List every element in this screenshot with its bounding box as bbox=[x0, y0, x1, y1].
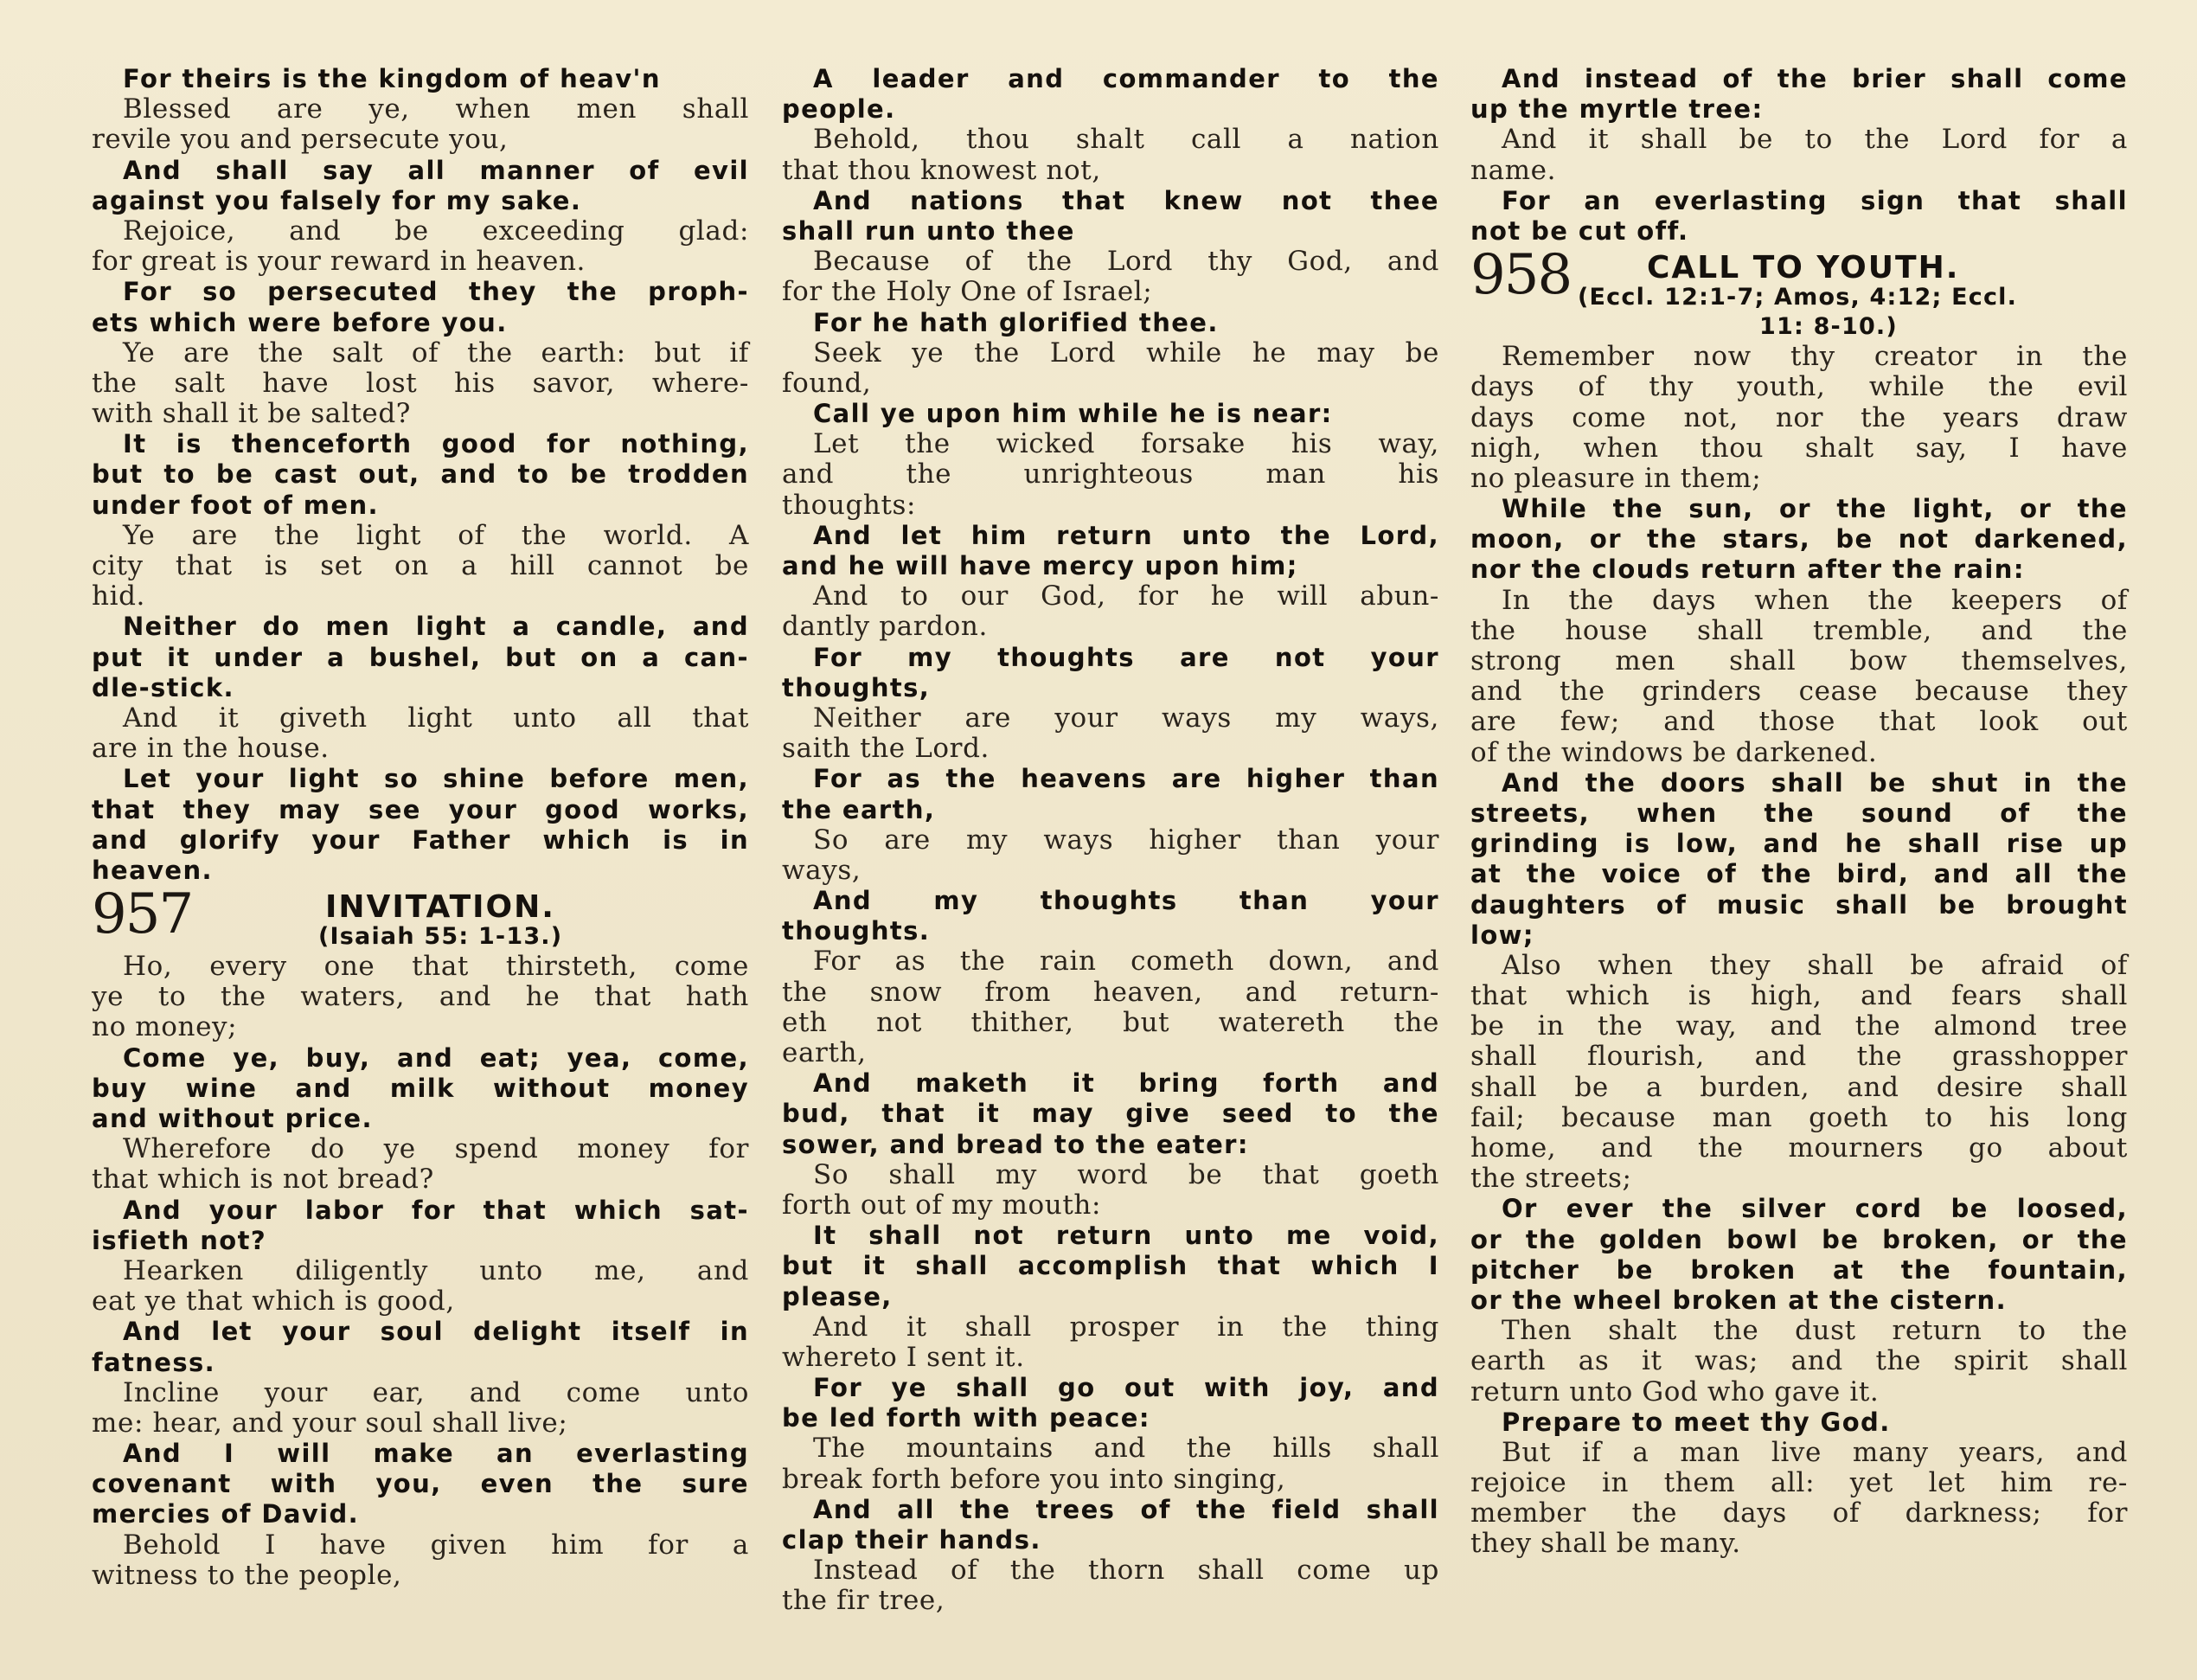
reading-line: the house shall tremble, and the bbox=[1470, 614, 2128, 646]
reading-line: eat ye that which is good, bbox=[92, 1286, 455, 1318]
reading-line: So are my ways higher than your bbox=[813, 824, 1439, 856]
reading-line: Then shalt the dust return to the bbox=[1502, 1315, 2128, 1347]
reading-line: Hearken diligently unto me, and bbox=[123, 1254, 749, 1286]
reading-line: ways, bbox=[782, 854, 862, 886]
reading-line: But if a man live many years, and bbox=[1502, 1436, 2128, 1468]
response-line: For as the heavens are higher than bbox=[813, 764, 1439, 794]
response-line: daughters of music shall be brought bbox=[1470, 889, 2128, 920]
reading-line: name. bbox=[1470, 154, 1557, 186]
reading-line: Instead of the thorn shall come up bbox=[813, 1555, 1439, 1587]
response-line: For my thoughts are not your bbox=[813, 642, 1439, 672]
reading-line: ye to the waters, and he that hath bbox=[92, 981, 749, 1013]
response-line: And all the trees of the field shall bbox=[813, 1494, 1439, 1524]
response-line: A leader and commander to the bbox=[813, 64, 1439, 93]
reading-line: with shall it be salted? bbox=[92, 398, 412, 430]
hymn-heading bbox=[92, 882, 749, 951]
reading-line: Wherefore do ye spend money for bbox=[123, 1133, 749, 1165]
response-line: And shall say all manner of evil bbox=[123, 155, 749, 185]
response-line: And instead of the brier shall come bbox=[1502, 64, 2128, 93]
reading-line: And it shall prosper in the thing bbox=[813, 1311, 1439, 1343]
response-line: It is thenceforth good for nothing, bbox=[123, 429, 749, 459]
response-line: And my thoughts than your bbox=[813, 886, 1439, 916]
reading-line: city that is set on a hill cannot be bbox=[92, 550, 749, 581]
reading-line: Remember now thy creator in the bbox=[1502, 341, 2128, 373]
hymn-reference: (Eccl. 12:1-7; Amos, 4:12; Eccl. bbox=[1578, 284, 2018, 311]
response-line: buy wine and milk without money bbox=[92, 1073, 749, 1103]
response-line: streets, when the sound of the bbox=[1470, 798, 2128, 828]
response-line: mercies of David. bbox=[92, 1499, 360, 1529]
reading-line: In the days when the keepers of bbox=[1502, 584, 2128, 616]
hymn-number: 957 bbox=[92, 882, 193, 947]
response-line: And I will make an everlasting bbox=[123, 1439, 749, 1469]
hymn-reference-continued: 11: 8-10.) bbox=[1759, 313, 1898, 341]
response-line: bud, that it may give seed to the bbox=[782, 1099, 1439, 1129]
reading-line: that which is high, and fears shall bbox=[1470, 980, 2128, 1012]
reading-line: For as the rain cometh down, and bbox=[813, 946, 1439, 978]
response-line: low; bbox=[1470, 920, 1534, 950]
response-line: covenant with you, even the sure bbox=[92, 1469, 749, 1499]
response-line: that they may see your good works, bbox=[92, 794, 749, 824]
reading-line: the streets; bbox=[1470, 1163, 1632, 1195]
reading-line: Behold I have given him for a bbox=[123, 1529, 749, 1561]
reading-line: no pleasure in them; bbox=[1470, 462, 1762, 494]
reading-line: Ho, every one that thirsteth, come bbox=[123, 951, 749, 983]
reading-line: and the unrighteous man his bbox=[782, 458, 1439, 491]
reading-line: eth not thither, but watereth the bbox=[782, 1006, 1439, 1038]
hymn-reference: (Isaiah 55: 1-13.) bbox=[318, 923, 563, 951]
reading-line: earth as it was; and the spirit shall bbox=[1470, 1345, 2128, 1377]
reading-line: Ye are the light of the world. A bbox=[123, 519, 749, 551]
response-line: against you falsely for my sake. bbox=[92, 185, 582, 215]
response-line: and glorify your Father which is in bbox=[92, 824, 749, 855]
response-line: It shall not return unto me void, bbox=[813, 1221, 1439, 1251]
reading-line: the snow from heaven, and return- bbox=[782, 976, 1439, 1008]
response-line: For theirs is the kingdom of heav'n bbox=[123, 64, 661, 93]
reading-line: dantly pardon. bbox=[782, 611, 988, 643]
response-line: and he will have mercy upon him; bbox=[782, 551, 1298, 580]
response-line: And let your soul delight itself in bbox=[123, 1317, 749, 1347]
response-line: For an everlasting sign that shall bbox=[1502, 185, 2128, 215]
response-line: but to be cast out, and to be trodden bbox=[92, 459, 749, 490]
reading-line: break forth before you into singing, bbox=[782, 1463, 1286, 1495]
reading-line: days come not, nor the years draw bbox=[1470, 401, 2128, 433]
reading-line: thoughts: bbox=[782, 489, 917, 521]
response-line: but it shall accomplish that which I bbox=[782, 1251, 1439, 1281]
reading-line: return unto God who gave it. bbox=[1470, 1375, 1880, 1407]
reading-line: forth out of my mouth: bbox=[782, 1189, 1102, 1221]
reading-line: days of thy youth, while the evil bbox=[1470, 371, 2128, 403]
reading-line: member the days of darkness; for bbox=[1470, 1497, 2128, 1529]
response-line: While the sun, or the light, or the bbox=[1502, 494, 2128, 524]
reading-line: Rejoice, and be exceeding glad: bbox=[123, 215, 749, 247]
response-line: Call ye upon him while he is near: bbox=[813, 399, 1333, 429]
reading-line: The mountains and the hills shall bbox=[813, 1433, 1439, 1465]
response-line: the earth, bbox=[782, 794, 936, 824]
response-line: For he hath glorified thee. bbox=[813, 307, 1219, 337]
response-line: isfieth not? bbox=[92, 1225, 267, 1255]
reading-line: Neither are your ways my ways, bbox=[813, 702, 1439, 734]
reading-line: they shall be many. bbox=[1470, 1528, 1741, 1560]
reading-line: that thou knowest not, bbox=[782, 154, 1101, 186]
response-line: sower, and bread to the eater: bbox=[782, 1129, 1249, 1159]
reading-line: Incline your ear, and come unto bbox=[123, 1376, 749, 1408]
response-line: shall run unto thee bbox=[782, 215, 1075, 246]
response-line: For ye shall go out with joy, and bbox=[813, 1373, 1439, 1403]
response-line: Neither do men light a candle, and bbox=[123, 612, 749, 642]
hymn-title: CALL TO YOUTH. bbox=[1647, 250, 1960, 286]
response-line: And your labor for that which sat- bbox=[123, 1195, 749, 1225]
text-column-1 bbox=[92, 64, 749, 1591]
reading-line: strong men shall bow themselves, bbox=[1470, 645, 2128, 676]
reading-line: shall be a burden, and desire shall bbox=[1470, 1071, 2128, 1103]
response-line: And nations that knew not thee bbox=[813, 185, 1439, 215]
reading-line: And to our God, for he will abun- bbox=[813, 580, 1439, 612]
response-line: people. bbox=[782, 94, 896, 125]
reading-line: the salt have lost his savor, where- bbox=[92, 367, 749, 399]
reading-line: nigh, when thou shalt say, I have bbox=[1470, 432, 2128, 464]
response-line: at the voice of the bird, and all the bbox=[1470, 859, 2128, 889]
response-line: or the golden bowl be broken, or the bbox=[1470, 1224, 2128, 1254]
reading-line: are few; and those that look out bbox=[1470, 706, 2128, 738]
reading-line: no money; bbox=[92, 1011, 238, 1043]
reading-line: witness to the people, bbox=[92, 1559, 402, 1591]
response-line: Come ye, buy, and eat; yea, come, bbox=[123, 1042, 749, 1073]
reading-line: And it shall be to the Lord for a bbox=[1502, 124, 2128, 156]
text-column-3 bbox=[1470, 64, 2128, 1560]
text-column-2 bbox=[782, 64, 1439, 1617]
response-line: ets which were before you. bbox=[92, 307, 508, 337]
reading-line: hid. bbox=[92, 580, 145, 612]
response-line: and without price. bbox=[92, 1104, 373, 1133]
response-line: For so persecuted they the proph- bbox=[123, 277, 749, 307]
response-line: please, bbox=[782, 1281, 893, 1311]
reading-line: Ye are the salt of the earth: but if bbox=[123, 337, 749, 369]
reading-line: for great is your reward in heaven. bbox=[92, 246, 586, 278]
response-line: moon, or the stars, be not darkened, bbox=[1470, 524, 2128, 555]
reading-line: the fir tree, bbox=[782, 1585, 945, 1617]
reading-line: Blessed are ye, when men shall bbox=[123, 93, 749, 125]
reading-line: are in the house. bbox=[92, 733, 330, 765]
response-line: or the wheel broken at the cistern. bbox=[1470, 1285, 2007, 1315]
response-line: nor the clouds return after the rain: bbox=[1470, 555, 2025, 585]
reading-line: for the Holy One of Israel; bbox=[782, 276, 1153, 308]
response-line: grinding is low, and he shall rise up bbox=[1470, 829, 2128, 859]
response-line: put it under a bushel, but on a can- bbox=[92, 642, 749, 672]
hymn-number: 958 bbox=[1470, 243, 1572, 308]
response-line: thoughts, bbox=[782, 672, 931, 702]
reading-line: and the grinders cease because they bbox=[1470, 676, 2128, 708]
reading-line: shall flourish, and the grasshopper bbox=[1470, 1041, 2128, 1073]
response-line: dle-stick. bbox=[92, 672, 234, 702]
reading-line: Let the wicked forsake his way, bbox=[813, 428, 1439, 460]
response-line: And let him return unto the Lord, bbox=[813, 520, 1439, 550]
response-line: Or ever the silver cord be loosed, bbox=[1502, 1194, 2128, 1224]
reading-line: fail; because man goeth to his long bbox=[1470, 1101, 2128, 1133]
response-line: clap their hands. bbox=[782, 1525, 1041, 1555]
reading-line: Seek ye the Lord while he may be bbox=[813, 337, 1439, 369]
reading-line: Also when they shall be afraid of bbox=[1502, 949, 2128, 981]
reading-line: So shall my word be that goeth bbox=[813, 1158, 1439, 1190]
reading-line: be in the way, and the almond tree bbox=[1470, 1010, 2128, 1042]
response-line: heaven. bbox=[92, 855, 213, 885]
reading-line: rejoice in them all: yet let him re- bbox=[1470, 1467, 2128, 1499]
reading-line: saith the Lord. bbox=[782, 733, 990, 765]
reading-line: me: hear, and your soul shall live; bbox=[92, 1407, 568, 1439]
response-line: And the doors shall be shut in the bbox=[1502, 767, 2128, 798]
hymn-heading bbox=[1470, 243, 2128, 341]
response-line: be led forth with peace: bbox=[782, 1403, 1150, 1433]
reading-line: earth, bbox=[782, 1037, 867, 1068]
reading-line: found, bbox=[782, 367, 872, 399]
response-line: And maketh it bring forth and bbox=[813, 1068, 1439, 1099]
reading-line: Behold, thou shalt call a nation bbox=[813, 124, 1439, 156]
reading-line: whereto I sent it. bbox=[782, 1341, 1025, 1373]
response-line: thoughts. bbox=[782, 916, 931, 946]
reading-line: home, and the mourners go about bbox=[1470, 1132, 2128, 1164]
response-line: fatness. bbox=[92, 1347, 216, 1377]
response-line: Prepare to meet thy God. bbox=[1502, 1407, 1891, 1437]
reading-line: And it giveth light unto all that bbox=[123, 702, 749, 734]
reading-line: Because of the Lord thy God, and bbox=[813, 246, 1439, 278]
response-line: under foot of men. bbox=[92, 490, 379, 520]
reading-line: of the windows be darkened. bbox=[1470, 736, 1878, 768]
reading-line: revile you and persecute you, bbox=[92, 124, 509, 156]
reading-line: that which is not bread? bbox=[92, 1164, 434, 1196]
hymn-title: INVITATION. bbox=[325, 889, 555, 926]
response-line: Let your light so shine before men, bbox=[123, 764, 749, 794]
response-line: pitcher be broken at the fountain, bbox=[1470, 1254, 2128, 1285]
response-line: up the myrtle tree: bbox=[1470, 94, 1764, 125]
response-line: not be cut off. bbox=[1470, 215, 1689, 246]
